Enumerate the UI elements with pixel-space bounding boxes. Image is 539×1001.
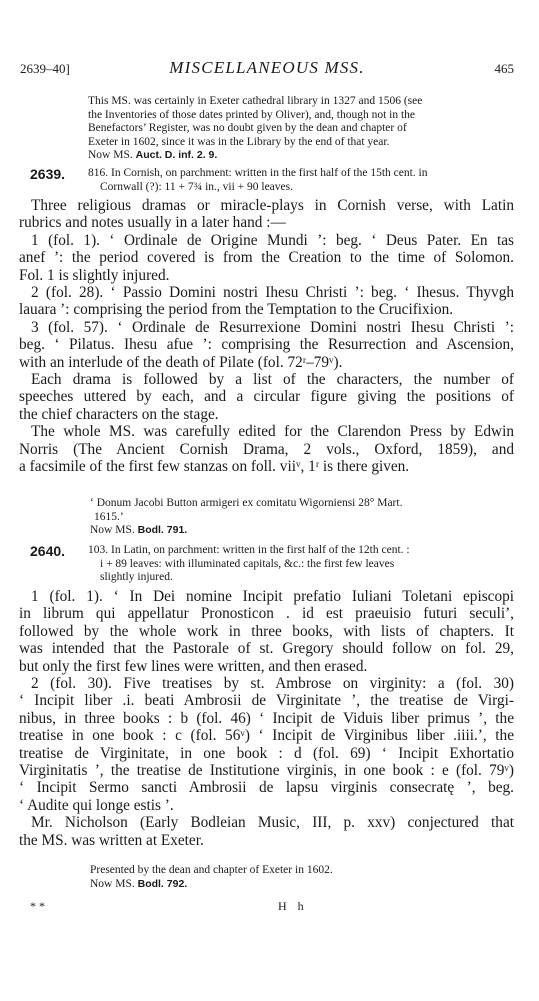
body-line: Fol. 1 is slightly injured. [19,266,170,284]
body-line: rubrics and notes usually in a later hand :— [19,214,286,232]
entry-description: Cornwall (?): 11 + 7¾ in., vii + 90 leaves. [100,180,293,193]
body-line: 2 (fol. 30). Five treatises by st. Ambrose on virginity: a (fol. 30) [31,675,514,693]
body-line: 1 (fol. 1). ‘ Ordinale de Origine Mundi ’: beg. ‘ Deus Pater. En tas [31,231,514,249]
previous-entry-note [88,95,513,163]
shelfmark: Bodl. 792. [137,877,188,890]
body-line: Each drama is followed by a list of the characters, the number of [31,371,514,389]
note-line: the Inventories of those dates printed by Oliver), and, though not in the [88,108,416,121]
running-head [20,58,514,80]
body-line: Norris (The Ancient Cornish Drama, 2 vols., Oxford, 1859), and [19,440,514,458]
body-line: Virginitatis ’, the treatise de Institutione virginis, in one book : e (fol. 79ᵛ) [19,762,514,780]
body-line: lauara ’: comprising the period from the Temptation to the Crucifixion. [19,301,454,319]
body-line: in librum qui appellatur Pronosticon . id est praeuisio futuri seculi’, [19,605,514,623]
entry-2640-body [19,588,514,849]
body-line: beg. ‘ Pilatus. Ihesu afue ’: comprising the Resurrection and Ascension, [19,336,514,354]
page-number: 465 [494,61,514,76]
entry-description: 103. In Latin, on parchment: written in the first half of the 12th cent. : [88,544,410,556]
shelfmark: Bodl. 791. [137,524,188,537]
shelfmark-prefix: Now MS. [88,149,133,162]
entry-2639-inscription [90,497,514,538]
note-line: This MS. was certainly in Exeter cathedral library in 1327 and 1506 (see [88,95,423,107]
body-line: treatise in one book : c (fol. 56ᵛ) ‘ Incipit de Virginibus liber .iiii.’, the [19,727,514,745]
entry-number: 2639. [30,166,66,182]
entry-range: 2639–40] [20,61,70,76]
body-line: ‘ Audite qui longe estis ’. [19,796,174,814]
body-line: The whole MS. was carefully edited for the Clarendon Press by Edwin [31,423,514,441]
body-line: ‘ Incipit liber .i. beati Ambrosii de Virginitate ’, the treatise de Virgi- [19,692,514,710]
body-line: 3 (fol. 57). ‘ Ordinale de Resurrexione Domini nostri Ihesu Christi ’: [31,318,514,336]
entry-2639-body [19,197,514,476]
body-line: 1 (fol. 1). ‘ In Dei nomine Incipit prefatio Iuliani Toletani episcopi [31,588,514,605]
shelfmark-prefix: Now MS. [90,877,135,890]
provenance-line: Presented by the dean and chapter of Exeter in 1602. [90,864,333,876]
shelfmark-line [88,149,513,163]
body-line: the chief characters on the stage. [19,405,219,423]
entry-description: i + 89 leaves: with illuminated capitals, &c.: the first few leaves [100,557,395,570]
body-line: followed by the whole work in three books, with lists of chapters. It [19,622,514,640]
entry-number: 2640. [30,543,66,559]
shelfmark-prefix: Now MS. [90,524,135,537]
body-line: was intended that the Pastorale of st. Gregory should follow on fol. 29, [19,640,514,658]
body-line: but only the first few lines were written, and then erased. [19,657,368,675]
entry-description: slightly injured. [100,571,173,584]
signature-marks: * * [30,899,45,913]
body-line: 2 (fol. 28). ‘ Passio Domini nostri Ihesu Christi ’: beg. ‘ Ihesus. Thyvgh [31,284,514,302]
body-line: with an interlude of the death of Pilate (fol. 72ʳ–79ᵛ). [19,353,343,371]
body-line: Three religious dramas or miracle-plays in Cornish verse, with Latin [31,197,514,214]
section-title: MISCELLANEOUS MSS. [169,58,365,77]
body-line: speeches uttered by each, and a circular figure giving the positions of [19,388,514,406]
note-line: Exeter in 1602, since it was in the Library by the end of that year. [88,135,390,148]
note-line: Benefactors’ Register, was no doubt given by the dean and chapter of [88,122,407,135]
inscription-line: ‘ Donum Jacobi Button armigeri ex comitatu Wigorniensi 28° Mart. [90,497,403,509]
body-line: the MS. was written at Exeter. [19,831,204,849]
body-line: anef ’: the period covered is from the Creation to the time of Solomon. [19,249,514,267]
entry-2640-provenance [90,864,514,891]
shelfmark-line [90,878,514,892]
body-line: treatise de Virginitate, in one book : d (fol. 69) ‘ Incipit Exhortatio [19,744,514,762]
shelfmark-line [90,524,514,538]
body-line: Mr. Nicholson (Early Bodleian Music, III, p. xxv) conjectured that [31,814,514,832]
entry-description: 816. In Cornish, on parchment: written in the first half of the 15th cent. in [88,167,428,179]
body-line: ‘ Incipit Sermo sancti Ambrosii de lapsu virginis consecratę ’, beg. [19,779,514,797]
page-footer [30,899,510,913]
body-line: nibus, in three books : b (fol. 46) ‘ Incipit de Viduis liber primus ’, the [19,709,514,727]
gathering-signature: H h [278,899,308,913]
shelfmark: Auct. D. inf. 2. 9. [135,149,218,162]
inscription-line: 1615.’ [94,510,124,523]
body-line: a facsimile of the first few stanzas on foll. viiᵛ, 1ʳ is there given. [19,458,410,476]
